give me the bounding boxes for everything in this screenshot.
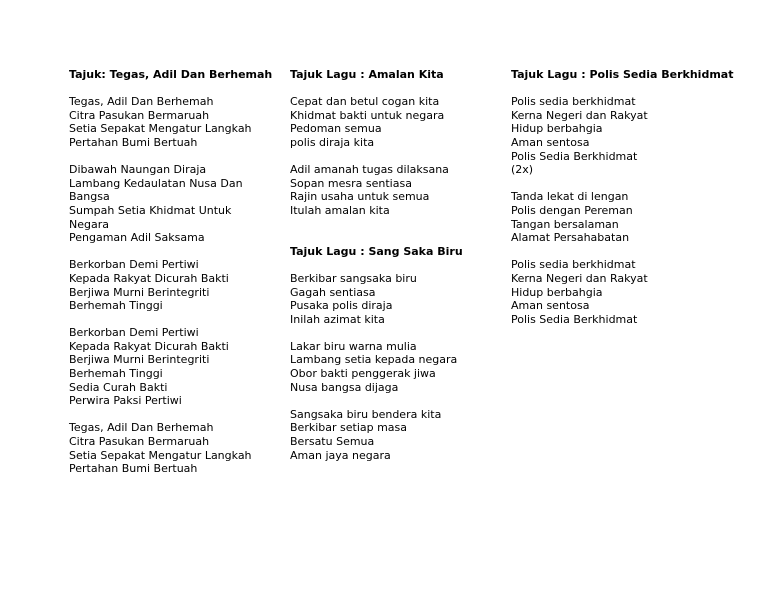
lyric-line: Lakar biru warna mulia [290,339,417,353]
lyric-line: Aman sentosa [511,299,590,313]
lyric-line: Berhemah Tinggi [69,367,163,381]
lyric-stanza [290,95,505,149]
song-title: Tajuk Lagu : Amalan Kita [290,68,444,81]
lyric-line: Kepada Rakyat Dicurah Bakti [69,271,229,285]
lyric-line: Tanda lekat di lengan [511,190,629,204]
lyric-stanza [511,95,741,177]
lyric-line: Berkorban Demi Pertiwi [69,326,199,340]
lyric-line: Pusaka polis diraja [290,299,393,313]
lyric-line: Obor bakti penggerak jiwa [290,367,436,381]
lyric-line: Aman sentosa [511,135,590,149]
lyric-line: Sangsaka biru bendera kita [290,407,442,421]
lyric-line: polis diraja kita [290,135,375,149]
lyric-line: Bangsa [69,190,110,204]
lyric-line: Polis sedia berkhidmat [511,258,636,272]
song-block [511,68,741,326]
lyric-line: Tangan bersalaman [511,217,619,231]
lyric-line: Hidup berbahgia [511,122,603,136]
lyric-line: Adil amanah tugas dilaksana [290,163,449,177]
song-block [290,245,505,463]
lyric-line: Alamat Persahabatan [511,231,630,245]
lyric-stanza [290,408,505,462]
song-title: Tajuk: Tegas, Adil Dan Berhemah [69,68,273,81]
lyric-stanza [69,421,284,475]
song-title: Tajuk Lagu : Sang Saka Biru [290,244,463,258]
lyric-line: Kerna Negeri dan Rakyat [511,271,648,285]
lyric-line: Negara [69,217,109,231]
column-3 [511,68,741,340]
lyric-line: Citra Pasukan Bermaruah [69,435,210,449]
lyric-line: Sedia Curah Bakti [69,380,168,394]
lyric-line: Tegas, Adil Dan Berhemah [69,421,214,435]
lyric-line: Hidup berbahgia [511,285,603,299]
lyric-line: Pertahan Bumi Bertuah [69,135,198,149]
lyric-stanza [69,95,284,149]
column-2 [290,68,505,476]
lyric-line: Dibawah Naungan Diraja [69,163,207,177]
lyric-line: Inilah azimat kita [290,312,385,326]
lyric-line: Kepada Rakyat Dicurah Bakti [69,339,229,353]
lyric-line: Berhemah Tinggi [69,299,163,313]
lyric-line: Gagah sentiasa [290,285,376,299]
lyric-line: Rajin usaha untuk semua [290,190,430,204]
lyric-line: Tegas, Adil Dan Berhemah [69,95,214,109]
lyric-line: Berjiwa Murni Berintegriti [69,353,210,367]
song-block [69,68,284,476]
lyric-line: Pertahan Bumi Bertuah [69,462,198,476]
lyric-stanza [290,272,505,326]
lyric-line: Itulah amalan kita [290,203,390,217]
lyric-stanza [290,163,505,217]
lyric-line: Bersatu Semua [290,435,375,449]
lyric-stanza [69,326,284,408]
lyric-line: Sopan mesra sentiasa [290,176,412,190]
lyric-line: Lambang Kedaulatan Nusa Dan [69,176,243,190]
lyric-line: Perwira Paksi Pertiwi [69,394,182,408]
lyric-line: Aman jaya negara [290,448,391,462]
lyric-line: Pedoman semua [290,122,382,136]
lyric-line: Lambang setia kepada negara [290,353,458,367]
lyric-line: Polis dengan Pereman [511,203,633,217]
lyric-line: Nusa bangsa dijaga [290,380,399,394]
lyric-line: Polis sedia berkhidmat [511,95,636,109]
lyric-stanza [511,258,741,326]
lyric-line: Berkibar sangsaka biru [290,271,417,285]
lyric-line: Polis Sedia Berkhidmat [511,312,638,326]
lyric-line: Kerna Negeri dan Rakyat [511,108,648,122]
lyric-line: Pengaman Adil Saksama [69,231,205,245]
lyric-line: Berjiwa Murni Berintegriti [69,285,210,299]
lyric-line: Polis Sedia Berkhidmat [511,149,638,163]
lyric-stanza [511,190,741,244]
lyric-line: Sumpah Setia Khidmat Untuk [69,203,232,217]
song-block [290,68,505,218]
lyric-stanza [290,340,505,394]
lyric-stanza [69,258,284,312]
lyric-line: Berkibar setiap masa [290,421,408,435]
song-title: Tajuk Lagu : Polis Sedia Berkhidmat [511,68,734,81]
lyric-line: Citra Pasukan Bermaruah [69,108,210,122]
lyric-line: Cepat dan betul cogan kita [290,95,440,109]
lyric-line: Berkorban Demi Pertiwi [69,258,199,272]
lyric-line: Setia Sepakat Mengatur Langkah [69,122,252,136]
lyric-line: (2x) [511,163,534,177]
lyric-line: Setia Sepakat Mengatur Langkah [69,448,252,462]
song-spacer [290,231,505,245]
lyric-line: Khidmat bakti untuk negara [290,108,445,122]
lyric-stanza [69,163,284,245]
column-1 [69,68,284,489]
